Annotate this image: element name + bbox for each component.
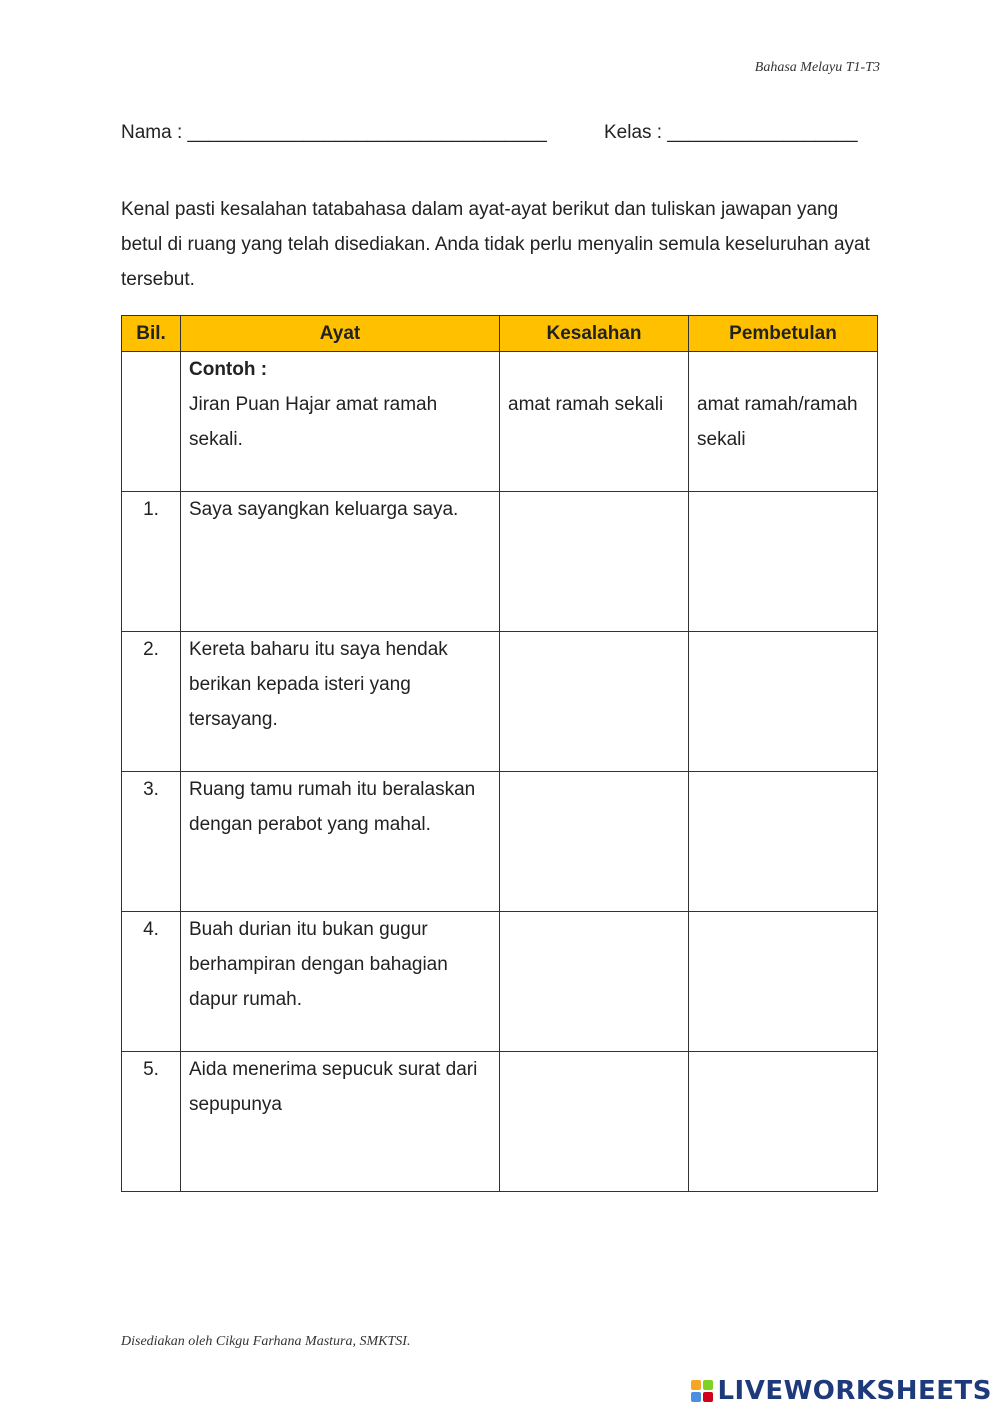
logo-tile (703, 1392, 713, 1402)
row-kesalahan-cell (500, 492, 689, 632)
row-bil: 4. (122, 912, 181, 1052)
logo-tile (691, 1392, 701, 1402)
name-field-line: Nama : __________________________________ (121, 122, 547, 143)
row-pembetulan-cell (689, 772, 878, 912)
example-sentence: Jiran Puan Hajar amat ramah sekali. (189, 394, 438, 450)
liveworksheets-logo-icon (691, 1380, 713, 1402)
example-row (122, 352, 878, 492)
kesalahan-input-4[interactable] (500, 912, 688, 1051)
row-bil: 5. (122, 1052, 181, 1192)
pembetulan-input-2[interactable] (689, 632, 877, 771)
exercise-table (121, 315, 878, 1192)
row-sentence: Kereta baharu itu saya hendak berikan kepada isteri yang tersayang. (189, 639, 448, 730)
row-pembetulan-cell (689, 912, 878, 1052)
kesalahan-input-1[interactable] (500, 492, 688, 631)
table-row (122, 772, 878, 912)
header-ayat: Ayat (181, 316, 500, 352)
example-bil (122, 352, 181, 492)
row-ayat-cell (181, 632, 500, 772)
row-ayat-cell (181, 772, 500, 912)
header-pembetulan: Pembetulan (689, 316, 878, 352)
brand-name: LIVEWORKSHEETS (717, 1376, 992, 1406)
row-kesalahan-cell (500, 1052, 689, 1192)
row-sentence: Saya sayangkan keluarga saya. (189, 499, 459, 520)
row-pembetulan-cell (689, 1052, 878, 1192)
kesalahan-input-2[interactable] (500, 632, 688, 771)
example-label: Contoh : (189, 359, 268, 380)
pembetulan-input-4[interactable] (689, 912, 877, 1051)
row-sentence: Aida menerima sepucuk surat dari sepupunya (189, 1059, 478, 1115)
kesalahan-input-3[interactable] (500, 772, 688, 911)
table-row (122, 632, 878, 772)
footer-credit: Disediakan oleh Cikgu Farhana Mastura, SMKTSI. (121, 1334, 411, 1349)
liveworksheets-brand[interactable] (691, 1376, 992, 1406)
example-kesalahan: amat ramah sekali (508, 394, 664, 415)
row-bil: 2. (122, 632, 181, 772)
row-kesalahan-cell (500, 772, 689, 912)
table-row (122, 1052, 878, 1192)
logo-tile (691, 1380, 701, 1390)
kesalahan-input-5[interactable] (500, 1052, 688, 1191)
row-kesalahan-cell (500, 912, 689, 1052)
example-kesalahan-cell (500, 352, 689, 492)
table-row (122, 492, 878, 632)
pembetulan-input-5[interactable] (689, 1052, 877, 1191)
class-field-line: Kelas : __________________ (604, 122, 858, 143)
example-pembetulan: amat ramah/ramah sekali (697, 394, 858, 450)
row-ayat-cell (181, 912, 500, 1052)
subject-header: Bahasa Melayu T1-T3 (754, 60, 880, 75)
row-pembetulan-cell (689, 492, 878, 632)
row-sentence: Ruang tamu rumah itu beralaskan dengan perabot yang mahal. (189, 779, 476, 835)
row-ayat-cell (181, 492, 500, 632)
header-kesalahan: Kesalahan (500, 316, 689, 352)
example-pembetulan-cell (689, 352, 878, 492)
instructions-text: Kenal pasti kesalahan tatabahasa dalam ayat-ayat berikut dan tuliskan jawapan yang betul di ruang yang telah disediakan. Anda tidak perlu menyalin semula keseluruhan ayat tersebut. (121, 199, 870, 290)
logo-tile (703, 1380, 713, 1390)
table-row (122, 912, 878, 1052)
pembetulan-input-3[interactable] (689, 772, 877, 911)
example-ayat-cell (181, 352, 500, 492)
pembetulan-input-1[interactable] (689, 492, 877, 631)
row-bil: 3. (122, 772, 181, 912)
row-bil: 1. (122, 492, 181, 632)
row-kesalahan-cell (500, 632, 689, 772)
row-pembetulan-cell (689, 632, 878, 772)
row-sentence: Buah durian itu bukan gugur berhampiran dengan bahagian dapur rumah. (189, 919, 448, 1010)
header-bil: Bil. (122, 316, 181, 352)
row-ayat-cell (181, 1052, 500, 1192)
table-header-row (122, 316, 878, 352)
